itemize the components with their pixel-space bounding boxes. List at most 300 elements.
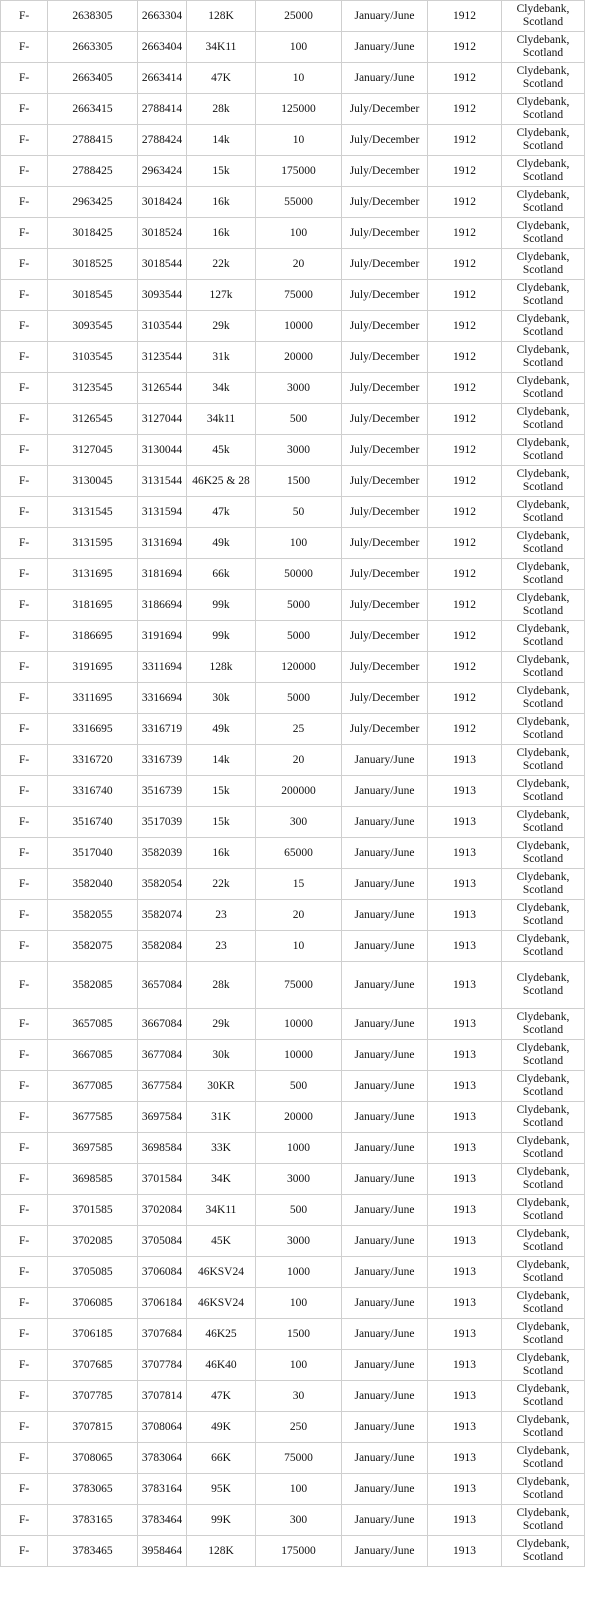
location-cell: Clydebank, Scotland <box>502 652 585 683</box>
prefix-cell: F- <box>1 1288 48 1319</box>
end-serial-cell: 3131544 <box>138 466 187 497</box>
period-cell: January/June <box>342 1536 428 1567</box>
start-serial-cell: 3127045 <box>48 435 138 466</box>
period-cell: January/June <box>342 807 428 838</box>
period-cell: January/June <box>342 1412 428 1443</box>
period-cell: July/December <box>342 187 428 218</box>
location-cell: Clydebank, Scotland <box>502 94 585 125</box>
end-serial-cell: 2788424 <box>138 125 187 156</box>
model-cell: 99k <box>187 621 256 652</box>
model-cell: 45K <box>187 1226 256 1257</box>
period-cell: January/June <box>342 900 428 931</box>
model-cell: 34K <box>187 1164 256 1195</box>
model-cell: 28k <box>187 94 256 125</box>
prefix-cell: F- <box>1 218 48 249</box>
year-cell: 1912 <box>428 559 502 590</box>
end-serial-cell: 3783164 <box>138 1474 187 1505</box>
year-cell: 1912 <box>428 373 502 404</box>
period-cell: July/December <box>342 218 428 249</box>
table-row <box>1 1257 585 1288</box>
quantity-cell: 55000 <box>256 187 342 218</box>
table-row <box>1 1412 585 1443</box>
period-cell: January/June <box>342 1288 428 1319</box>
location-cell: Clydebank, Scotland <box>502 1257 585 1288</box>
start-serial-cell: 3018545 <box>48 280 138 311</box>
model-cell: 15k <box>187 807 256 838</box>
year-cell: 1913 <box>428 838 502 869</box>
end-serial-cell: 3018524 <box>138 218 187 249</box>
start-serial-cell: 2788415 <box>48 125 138 156</box>
end-serial-cell: 2663404 <box>138 32 187 63</box>
start-serial-cell: 3698585 <box>48 1164 138 1195</box>
period-cell: July/December <box>342 435 428 466</box>
end-serial-cell: 3582084 <box>138 931 187 962</box>
start-serial-cell: 3706185 <box>48 1319 138 1350</box>
location-cell: Clydebank, Scotland <box>502 1474 585 1505</box>
location-cell: Clydebank, Scotland <box>502 125 585 156</box>
year-cell: 1913 <box>428 869 502 900</box>
year-cell: 1912 <box>428 125 502 156</box>
period-cell: January/June <box>342 1 428 32</box>
start-serial-cell: 3697585 <box>48 1133 138 1164</box>
year-cell: 1912 <box>428 652 502 683</box>
prefix-cell: F- <box>1 1536 48 1567</box>
year-cell: 1913 <box>428 1195 502 1226</box>
end-serial-cell: 3667084 <box>138 1009 187 1040</box>
start-serial-cell: 3516740 <box>48 807 138 838</box>
location-cell: Clydebank, Scotland <box>502 1412 585 1443</box>
period-cell: January/June <box>342 1040 428 1071</box>
table-row <box>1 652 585 683</box>
prefix-cell: F- <box>1 1412 48 1443</box>
model-cell: 45k <box>187 435 256 466</box>
table-row <box>1 94 585 125</box>
year-cell: 1912 <box>428 528 502 559</box>
start-serial-cell: 2788425 <box>48 156 138 187</box>
location-cell: Clydebank, Scotland <box>502 1195 585 1226</box>
period-cell: July/December <box>342 342 428 373</box>
prefix-cell: F- <box>1 1 48 32</box>
end-serial-cell: 3191694 <box>138 621 187 652</box>
prefix-cell: F- <box>1 156 48 187</box>
period-cell: July/December <box>342 280 428 311</box>
quantity-cell: 175000 <box>256 156 342 187</box>
end-serial-cell: 3677584 <box>138 1071 187 1102</box>
model-cell: 127k <box>187 280 256 311</box>
period-cell: January/June <box>342 1071 428 1102</box>
location-cell: Clydebank, Scotland <box>502 931 585 962</box>
prefix-cell: F- <box>1 187 48 218</box>
start-serial-cell: 3186695 <box>48 621 138 652</box>
prefix-cell: F- <box>1 528 48 559</box>
end-serial-cell: 3698584 <box>138 1133 187 1164</box>
prefix-cell: F- <box>1 838 48 869</box>
start-serial-cell: 3706085 <box>48 1288 138 1319</box>
table-row <box>1 1 585 32</box>
table-row <box>1 1288 585 1319</box>
prefix-cell: F- <box>1 404 48 435</box>
location-cell: Clydebank, Scotland <box>502 1226 585 1257</box>
table-row <box>1 1009 585 1040</box>
start-serial-cell: 3707685 <box>48 1350 138 1381</box>
quantity-cell: 100 <box>256 1350 342 1381</box>
location-cell: Clydebank, Scotland <box>502 621 585 652</box>
quantity-cell: 300 <box>256 1505 342 1536</box>
quantity-cell: 1000 <box>256 1133 342 1164</box>
period-cell: January/June <box>342 1443 428 1474</box>
end-serial-cell: 3131594 <box>138 497 187 528</box>
year-cell: 1913 <box>428 1164 502 1195</box>
quantity-cell: 100 <box>256 528 342 559</box>
model-cell: 22k <box>187 869 256 900</box>
end-serial-cell: 3131694 <box>138 528 187 559</box>
start-serial-cell: 3123545 <box>48 373 138 404</box>
period-cell: July/December <box>342 249 428 280</box>
year-cell: 1913 <box>428 1257 502 1288</box>
prefix-cell: F- <box>1 1164 48 1195</box>
quantity-cell: 25000 <box>256 1 342 32</box>
period-cell: July/December <box>342 94 428 125</box>
prefix-cell: F- <box>1 1474 48 1505</box>
prefix-cell: F- <box>1 249 48 280</box>
period-cell: July/December <box>342 404 428 435</box>
location-cell: Clydebank, Scotland <box>502 559 585 590</box>
year-cell: 1913 <box>428 1350 502 1381</box>
period-cell: July/December <box>342 528 428 559</box>
table-row <box>1 435 585 466</box>
start-serial-cell: 3311695 <box>48 683 138 714</box>
quantity-cell: 10 <box>256 125 342 156</box>
location-cell: Clydebank, Scotland <box>502 1288 585 1319</box>
quantity-cell: 10000 <box>256 1040 342 1071</box>
year-cell: 1913 <box>428 1443 502 1474</box>
end-serial-cell: 3516739 <box>138 776 187 807</box>
location-cell: Clydebank, Scotland <box>502 1009 585 1040</box>
period-cell: January/June <box>342 1319 428 1350</box>
model-cell: 128K <box>187 1536 256 1567</box>
prefix-cell: F- <box>1 745 48 776</box>
model-cell: 31k <box>187 342 256 373</box>
period-cell: January/June <box>342 1009 428 1040</box>
model-cell: 46KSV24 <box>187 1257 256 1288</box>
quantity-cell: 50 <box>256 497 342 528</box>
quantity-cell: 3000 <box>256 1164 342 1195</box>
year-cell: 1912 <box>428 187 502 218</box>
quantity-cell: 20 <box>256 900 342 931</box>
location-cell: Clydebank, Scotland <box>502 1071 585 1102</box>
model-cell: 49k <box>187 714 256 745</box>
quantity-cell: 10 <box>256 63 342 94</box>
table-row <box>1 311 585 342</box>
model-cell: 30k <box>187 683 256 714</box>
prefix-cell: F- <box>1 94 48 125</box>
prefix-cell: F- <box>1 621 48 652</box>
end-serial-cell: 3706084 <box>138 1257 187 1288</box>
prefix-cell: F- <box>1 435 48 466</box>
period-cell: July/December <box>342 466 428 497</box>
year-cell: 1913 <box>428 931 502 962</box>
start-serial-cell: 3126545 <box>48 404 138 435</box>
start-serial-cell: 3316720 <box>48 745 138 776</box>
location-cell: Clydebank, Scotland <box>502 311 585 342</box>
end-serial-cell: 3582039 <box>138 838 187 869</box>
prefix-cell: F- <box>1 962 48 1009</box>
table-row <box>1 745 585 776</box>
quantity-cell: 30 <box>256 1381 342 1412</box>
year-cell: 1912 <box>428 94 502 125</box>
end-serial-cell: 3705084 <box>138 1226 187 1257</box>
location-cell: Clydebank, Scotland <box>502 869 585 900</box>
start-serial-cell: 3783165 <box>48 1505 138 1536</box>
end-serial-cell: 3702084 <box>138 1195 187 1226</box>
period-cell: July/December <box>342 621 428 652</box>
quantity-cell: 200000 <box>256 776 342 807</box>
table-row <box>1 1195 585 1226</box>
period-cell: July/December <box>342 652 428 683</box>
period-cell: January/June <box>342 776 428 807</box>
quantity-cell: 3000 <box>256 373 342 404</box>
table-row <box>1 497 585 528</box>
end-serial-cell: 3018424 <box>138 187 187 218</box>
year-cell: 1912 <box>428 249 502 280</box>
year-cell: 1913 <box>428 1009 502 1040</box>
table-row <box>1 156 585 187</box>
year-cell: 1912 <box>428 714 502 745</box>
start-serial-cell: 3181695 <box>48 590 138 621</box>
prefix-cell: F- <box>1 280 48 311</box>
model-cell: 28k <box>187 962 256 1009</box>
period-cell: January/June <box>342 962 428 1009</box>
prefix-cell: F- <box>1 1009 48 1040</box>
model-cell: 46K40 <box>187 1350 256 1381</box>
period-cell: July/December <box>342 125 428 156</box>
year-cell: 1912 <box>428 63 502 94</box>
model-cell: 33K <box>187 1133 256 1164</box>
model-cell: 46K25 <box>187 1319 256 1350</box>
quantity-cell: 10000 <box>256 1009 342 1040</box>
location-cell: Clydebank, Scotland <box>502 32 585 63</box>
quantity-cell: 20 <box>256 745 342 776</box>
model-cell: 29k <box>187 1009 256 1040</box>
quantity-cell: 500 <box>256 1195 342 1226</box>
year-cell: 1913 <box>428 1505 502 1536</box>
year-cell: 1912 <box>428 280 502 311</box>
quantity-cell: 100 <box>256 1474 342 1505</box>
table-row <box>1 528 585 559</box>
model-cell: 16k <box>187 218 256 249</box>
start-serial-cell: 2663305 <box>48 32 138 63</box>
year-cell: 1912 <box>428 404 502 435</box>
model-cell: 49k <box>187 528 256 559</box>
location-cell: Clydebank, Scotland <box>502 1381 585 1412</box>
year-cell: 1913 <box>428 1319 502 1350</box>
start-serial-cell: 3131545 <box>48 497 138 528</box>
end-serial-cell: 3582074 <box>138 900 187 931</box>
prefix-cell: F- <box>1 1133 48 1164</box>
end-serial-cell: 3316719 <box>138 714 187 745</box>
start-serial-cell: 2663405 <box>48 63 138 94</box>
period-cell: January/June <box>342 63 428 94</box>
period-cell: July/December <box>342 156 428 187</box>
period-cell: July/December <box>342 373 428 404</box>
period-cell: January/June <box>342 1257 428 1288</box>
start-serial-cell: 3018425 <box>48 218 138 249</box>
year-cell: 1913 <box>428 1474 502 1505</box>
location-cell: Clydebank, Scotland <box>502 1350 585 1381</box>
start-serial-cell: 3702085 <box>48 1226 138 1257</box>
prefix-cell: F- <box>1 342 48 373</box>
period-cell: January/June <box>342 745 428 776</box>
period-cell: January/June <box>342 1102 428 1133</box>
location-cell: Clydebank, Scotland <box>502 776 585 807</box>
prefix-cell: F- <box>1 776 48 807</box>
quantity-cell: 100 <box>256 32 342 63</box>
year-cell: 1912 <box>428 342 502 373</box>
prefix-cell: F- <box>1 1226 48 1257</box>
quantity-cell: 500 <box>256 1071 342 1102</box>
model-cell: 34K11 <box>187 32 256 63</box>
model-cell: 29k <box>187 311 256 342</box>
location-cell: Clydebank, Scotland <box>502 156 585 187</box>
model-cell: 95K <box>187 1474 256 1505</box>
end-serial-cell: 2963424 <box>138 156 187 187</box>
location-cell: Clydebank, Scotland <box>502 1040 585 1071</box>
start-serial-cell: 3130045 <box>48 466 138 497</box>
start-serial-cell: 3667085 <box>48 1040 138 1071</box>
table-row <box>1 931 585 962</box>
quantity-cell: 15 <box>256 869 342 900</box>
year-cell: 1913 <box>428 962 502 1009</box>
location-cell: Clydebank, Scotland <box>502 280 585 311</box>
start-serial-cell: 3131595 <box>48 528 138 559</box>
end-serial-cell: 3126544 <box>138 373 187 404</box>
table-row <box>1 1505 585 1536</box>
table-row <box>1 1071 585 1102</box>
model-cell: 128K <box>187 1 256 32</box>
period-cell: July/December <box>342 559 428 590</box>
model-cell: 49K <box>187 1412 256 1443</box>
model-cell: 22k <box>187 249 256 280</box>
period-cell: January/June <box>342 1195 428 1226</box>
end-serial-cell: 3103544 <box>138 311 187 342</box>
table-row <box>1 1381 585 1412</box>
start-serial-cell: 3191695 <box>48 652 138 683</box>
quantity-cell: 20000 <box>256 342 342 373</box>
prefix-cell: F- <box>1 497 48 528</box>
end-serial-cell: 3657084 <box>138 962 187 1009</box>
year-cell: 1913 <box>428 1381 502 1412</box>
quantity-cell: 20 <box>256 249 342 280</box>
start-serial-cell: 3316695 <box>48 714 138 745</box>
table-row <box>1 1102 585 1133</box>
table-row <box>1 280 585 311</box>
table-row <box>1 1040 585 1071</box>
end-serial-cell: 3707784 <box>138 1350 187 1381</box>
model-cell: 30KR <box>187 1071 256 1102</box>
year-cell: 1913 <box>428 807 502 838</box>
model-cell: 30k <box>187 1040 256 1071</box>
location-cell: Clydebank, Scotland <box>502 63 585 94</box>
end-serial-cell: 3697584 <box>138 1102 187 1133</box>
year-cell: 1912 <box>428 311 502 342</box>
end-serial-cell: 3093544 <box>138 280 187 311</box>
table-row <box>1 404 585 435</box>
year-cell: 1913 <box>428 1412 502 1443</box>
prefix-cell: F- <box>1 559 48 590</box>
quantity-cell: 1000 <box>256 1257 342 1288</box>
table-row <box>1 838 585 869</box>
prefix-cell: F- <box>1 931 48 962</box>
prefix-cell: F- <box>1 125 48 156</box>
location-cell: Clydebank, Scotland <box>502 807 585 838</box>
prefix-cell: F- <box>1 1381 48 1412</box>
location-cell: Clydebank, Scotland <box>502 435 585 466</box>
prefix-cell: F- <box>1 590 48 621</box>
quantity-cell: 5000 <box>256 683 342 714</box>
model-cell: 34K11 <box>187 1195 256 1226</box>
table-row <box>1 559 585 590</box>
prefix-cell: F- <box>1 1319 48 1350</box>
year-cell: 1913 <box>428 1288 502 1319</box>
year-cell: 1913 <box>428 1040 502 1071</box>
prefix-cell: F- <box>1 1102 48 1133</box>
model-cell: 66k <box>187 559 256 590</box>
prefix-cell: F- <box>1 1350 48 1381</box>
start-serial-cell: 3783065 <box>48 1474 138 1505</box>
start-serial-cell: 3582085 <box>48 962 138 1009</box>
period-cell: January/June <box>342 1505 428 1536</box>
prefix-cell: F- <box>1 466 48 497</box>
year-cell: 1912 <box>428 435 502 466</box>
year-cell: 1913 <box>428 776 502 807</box>
end-serial-cell: 3707814 <box>138 1381 187 1412</box>
model-cell: 16k <box>187 838 256 869</box>
quantity-cell: 10 <box>256 931 342 962</box>
prefix-cell: F- <box>1 311 48 342</box>
prefix-cell: F- <box>1 1195 48 1226</box>
table-row <box>1 683 585 714</box>
location-cell: Clydebank, Scotland <box>502 1319 585 1350</box>
model-cell: 47K <box>187 1381 256 1412</box>
model-cell: 128k <box>187 652 256 683</box>
location-cell: Clydebank, Scotland <box>502 342 585 373</box>
year-cell: 1912 <box>428 590 502 621</box>
quantity-cell: 3000 <box>256 1226 342 1257</box>
quantity-cell: 75000 <box>256 280 342 311</box>
location-cell: Clydebank, Scotland <box>502 404 585 435</box>
table-row <box>1 32 585 63</box>
model-cell: 99k <box>187 590 256 621</box>
model-cell: 16k <box>187 187 256 218</box>
model-cell: 46K25 & 28 <box>187 466 256 497</box>
end-serial-cell: 3706184 <box>138 1288 187 1319</box>
location-cell: Clydebank, Scotland <box>502 187 585 218</box>
start-serial-cell: 3316740 <box>48 776 138 807</box>
table-row <box>1 962 585 1009</box>
prefix-cell: F- <box>1 683 48 714</box>
table-row <box>1 1319 585 1350</box>
end-serial-cell: 3958464 <box>138 1536 187 1567</box>
location-cell: Clydebank, Scotland <box>502 962 585 1009</box>
table-row <box>1 621 585 652</box>
prefix-cell: F- <box>1 714 48 745</box>
period-cell: January/June <box>342 869 428 900</box>
end-serial-cell: 3127044 <box>138 404 187 435</box>
location-cell: Clydebank, Scotland <box>502 1102 585 1133</box>
prefix-cell: F- <box>1 1257 48 1288</box>
end-serial-cell: 3517039 <box>138 807 187 838</box>
quantity-cell: 250 <box>256 1412 342 1443</box>
